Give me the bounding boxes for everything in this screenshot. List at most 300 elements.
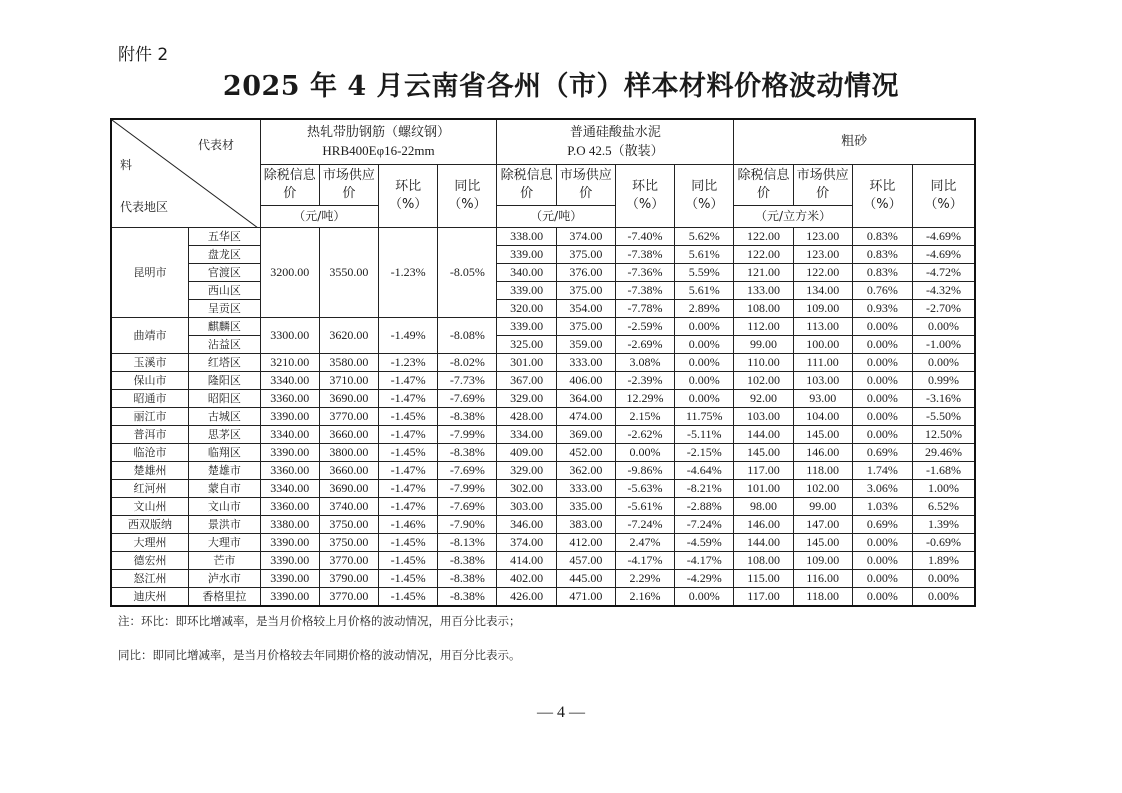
table-row xyxy=(111,336,975,354)
sand-yoy-cell: 1.39% xyxy=(913,516,975,534)
district-cell: 西山区 xyxy=(189,282,260,300)
cem-yoy-cell: -8.21% xyxy=(675,480,734,498)
rebar-market-cell: 3750.00 xyxy=(319,516,378,534)
sand-market-cell: 111.00 xyxy=(793,354,852,372)
cem-mom-cell: -2.62% xyxy=(615,426,674,444)
table-row xyxy=(111,300,975,318)
corner-region-label: 代表地区 xyxy=(120,200,169,214)
attachment-label: 附件 2 xyxy=(118,45,169,65)
rebar-market-cell: 3740.00 xyxy=(319,498,378,516)
city-cell: 大理州 xyxy=(111,534,189,552)
district-cell: 五华区 xyxy=(189,228,260,246)
rebar-mom-cell: -1.47% xyxy=(379,426,438,444)
table-row xyxy=(111,318,975,336)
table-row xyxy=(111,534,975,552)
sand-yoy-cell: 0.00% xyxy=(913,354,975,372)
cem-market-cell: 474.00 xyxy=(556,408,615,426)
cem-mom-cell: 12.29% xyxy=(615,390,674,408)
district-cell: 隆阳区 xyxy=(189,372,260,390)
rebar-yoy-cell: -7.99% xyxy=(438,480,497,498)
cem-mom-cell: -5.61% xyxy=(615,498,674,516)
cem-market-cell: 375.00 xyxy=(556,318,615,336)
rebar-yoy-header xyxy=(438,165,497,228)
sand-yoy-cell: -3.16% xyxy=(913,390,975,408)
rebar-tax-cell: 3340.00 xyxy=(260,480,319,498)
cem-market-cell: 375.00 xyxy=(556,246,615,264)
sand-yoy-cell: 1.00% xyxy=(913,480,975,498)
district-cell: 景洪市 xyxy=(189,516,260,534)
sand-mom-cell: 0.00% xyxy=(852,570,912,588)
cem-mom-cell: -7.40% xyxy=(615,228,674,246)
sand-tax-cell: 92.00 xyxy=(734,390,793,408)
cem-tax-cell: 339.00 xyxy=(497,246,556,264)
cem-market-cell: 376.00 xyxy=(556,264,615,282)
cem-tax-cell: 414.00 xyxy=(497,552,556,570)
rebar-market-cell: 3710.00 xyxy=(319,372,378,390)
table-row xyxy=(111,588,975,607)
sand-yoy-cell: -4.69% xyxy=(913,228,975,246)
rebar-market-cell: 3660.00 xyxy=(319,426,378,444)
sand-unit: （元/立方米） xyxy=(734,206,852,228)
table-row xyxy=(111,516,975,534)
cement-unit: （元/吨） xyxy=(497,206,615,228)
rebar-market-cell: 3580.00 xyxy=(319,354,378,372)
rebar-tax-cell: 3390.00 xyxy=(260,570,319,588)
table-row xyxy=(111,444,975,462)
sand-yoy-cell: -1.00% xyxy=(913,336,975,354)
rebar-market-cell: 3770.00 xyxy=(319,408,378,426)
cem-market-cell: 333.00 xyxy=(556,480,615,498)
district-cell: 蒙自市 xyxy=(189,480,260,498)
district-cell: 麒麟区 xyxy=(189,318,260,336)
rebar-tax-cell: 3390.00 xyxy=(260,408,319,426)
city-cell: 玉溪市 xyxy=(111,354,189,372)
sand-tax-cell: 115.00 xyxy=(734,570,793,588)
cem-yoy-cell: 0.00% xyxy=(675,390,734,408)
rebar-market-header: 市场供应价 xyxy=(319,165,378,206)
cem-yoy-cell: 11.75% xyxy=(675,408,734,426)
table-row xyxy=(111,462,975,480)
cem-yoy-cell: 0.00% xyxy=(675,354,734,372)
cem-yoy-cell: -4.59% xyxy=(675,534,734,552)
rebar-market-cell: 3790.00 xyxy=(319,570,378,588)
table-row xyxy=(111,282,975,300)
corner-material-label-2: 料 xyxy=(120,158,133,172)
cem-market-cell: 333.00 xyxy=(556,354,615,372)
city-cell: 西双版纳 xyxy=(111,516,189,534)
cem-tax-cell: 346.00 xyxy=(497,516,556,534)
sand-market-cell: 113.00 xyxy=(793,318,852,336)
sand-mom-cell: 0.00% xyxy=(852,372,912,390)
sand-yoy-pct: （%） xyxy=(924,197,963,212)
sand-tax-cell: 108.00 xyxy=(734,552,793,570)
sand-mom-cell: 0.93% xyxy=(852,300,912,318)
page-number: — 4 — xyxy=(537,704,585,721)
sand-mom-label: 环比 xyxy=(869,179,896,194)
sand-tax-cell: 145.00 xyxy=(734,444,793,462)
city-cell: 保山市 xyxy=(111,372,189,390)
sand-market-cell: 102.00 xyxy=(793,480,852,498)
sand-tax-cell: 98.00 xyxy=(734,498,793,516)
rebar-tax-cell: 3360.00 xyxy=(260,462,319,480)
cem-tax-cell: 320.00 xyxy=(497,300,556,318)
cem-mom-cell: -7.78% xyxy=(615,300,674,318)
rebar-spec: HRB400Eφ16-22mm xyxy=(322,143,435,158)
district-cell: 官渡区 xyxy=(189,264,260,282)
cem-mom-cell: -5.63% xyxy=(615,480,674,498)
cem-market-cell: 354.00 xyxy=(556,300,615,318)
city-cell: 昭通市 xyxy=(111,390,189,408)
rebar-yoy-cell: -7.99% xyxy=(438,426,497,444)
sand-market-cell: 100.00 xyxy=(793,336,852,354)
note-yoy: 同比：即同比增减率，是当月价格较去年同期价格的波动情况，用百分比表示。 xyxy=(118,648,521,662)
sand-yoy-cell: -4.32% xyxy=(913,282,975,300)
sand-tax-cell: 117.00 xyxy=(734,462,793,480)
city-cell: 迪庆州 xyxy=(111,588,189,607)
corner-material-label: 代表材 xyxy=(198,138,235,152)
rebar-market-cell: 3620.00 xyxy=(319,318,378,354)
rebar-mom-cell: -1.45% xyxy=(379,444,438,462)
sand-market-cell: 99.00 xyxy=(793,498,852,516)
rebar-header xyxy=(260,119,497,165)
cem-mom-cell: 0.00% xyxy=(615,444,674,462)
sand-mom-cell: 0.00% xyxy=(852,354,912,372)
sand-mom-cell: 0.69% xyxy=(852,516,912,534)
cem-yoy-cell: 5.59% xyxy=(675,264,734,282)
district-cell: 临翔区 xyxy=(189,444,260,462)
sand-yoy-cell: -5.50% xyxy=(913,408,975,426)
rebar-yoy-cell: -8.13% xyxy=(438,534,497,552)
rebar-mom-cell: -1.45% xyxy=(379,534,438,552)
sand-market-cell: 118.00 xyxy=(793,462,852,480)
sand-market-cell: 147.00 xyxy=(793,516,852,534)
sand-market-cell: 145.00 xyxy=(793,426,852,444)
rebar-mom-cell: -1.45% xyxy=(379,588,438,607)
district-cell: 文山市 xyxy=(189,498,260,516)
rebar-yoy-cell: -7.69% xyxy=(438,462,497,480)
rebar-yoy-cell: -8.38% xyxy=(438,588,497,607)
rebar-mom-cell: -1.47% xyxy=(379,498,438,516)
cem-tax-cell: 428.00 xyxy=(497,408,556,426)
rebar-yoy-pct: （%） xyxy=(448,197,487,212)
table-row xyxy=(111,480,975,498)
sand-mom-cell: 3.06% xyxy=(852,480,912,498)
rebar-tax-cell: 3340.00 xyxy=(260,426,319,444)
sand-market-cell: 118.00 xyxy=(793,588,852,607)
rebar-yoy-cell: -8.38% xyxy=(438,408,497,426)
cem-tax-cell: 402.00 xyxy=(497,570,556,588)
cem-yoy-cell: -2.88% xyxy=(675,498,734,516)
district-cell: 古城区 xyxy=(189,408,260,426)
cem-mom-cell: 3.08% xyxy=(615,354,674,372)
cem-mom-cell: -7.38% xyxy=(615,246,674,264)
cem-mom-cell: 2.29% xyxy=(615,570,674,588)
rebar-yoy-cell: -7.90% xyxy=(438,516,497,534)
sand-market-cell: 123.00 xyxy=(793,246,852,264)
cem-mom-cell: -7.24% xyxy=(615,516,674,534)
district-cell: 呈贡区 xyxy=(189,300,260,318)
cement-market-header: 市场供应价 xyxy=(556,165,615,206)
sand-tax-header: 除税信息价 xyxy=(734,165,793,206)
rebar-mom-cell: -1.49% xyxy=(379,318,438,354)
cem-mom-cell: -7.36% xyxy=(615,264,674,282)
cem-yoy-cell: 0.00% xyxy=(675,318,734,336)
sand-mom-cell: 0.76% xyxy=(852,282,912,300)
rebar-yoy-cell: -8.38% xyxy=(438,444,497,462)
sand-yoy-cell: 0.00% xyxy=(913,570,975,588)
city-cell: 楚雄州 xyxy=(111,462,189,480)
sand-tax-cell: 117.00 xyxy=(734,588,793,607)
rebar-yoy-cell: -8.38% xyxy=(438,552,497,570)
rebar-mom-label: 环比 xyxy=(395,179,422,194)
district-cell: 香格里拉 xyxy=(189,588,260,607)
cem-yoy-cell: 2.89% xyxy=(675,300,734,318)
cem-yoy-cell: 5.61% xyxy=(675,282,734,300)
cem-tax-cell: 340.00 xyxy=(497,264,556,282)
sand-market-cell: 122.00 xyxy=(793,264,852,282)
cem-market-cell: 364.00 xyxy=(556,390,615,408)
city-cell: 怒江州 xyxy=(111,570,189,588)
cem-tax-cell: 339.00 xyxy=(497,318,556,336)
sand-yoy-cell: -4.69% xyxy=(913,246,975,264)
rebar-mom-cell: -1.45% xyxy=(379,570,438,588)
cem-yoy-cell: -5.11% xyxy=(675,426,734,444)
cem-market-cell: 362.00 xyxy=(556,462,615,480)
header-corner xyxy=(111,119,260,228)
cem-market-cell: 383.00 xyxy=(556,516,615,534)
district-cell: 大理市 xyxy=(189,534,260,552)
rebar-yoy-cell: -8.38% xyxy=(438,570,497,588)
rebar-tax-cell: 3390.00 xyxy=(260,534,319,552)
cem-tax-cell: 367.00 xyxy=(497,372,556,390)
sand-tax-cell: 122.00 xyxy=(734,246,793,264)
district-cell: 楚雄市 xyxy=(189,462,260,480)
rebar-yoy-label: 同比 xyxy=(454,179,481,194)
cem-yoy-cell: -4.29% xyxy=(675,570,734,588)
cem-tax-cell: 334.00 xyxy=(497,426,556,444)
rebar-tax-cell: 3390.00 xyxy=(260,588,319,607)
sand-market-cell: 93.00 xyxy=(793,390,852,408)
district-cell: 泸水市 xyxy=(189,570,260,588)
district-cell: 红塔区 xyxy=(189,354,260,372)
table-row xyxy=(111,246,975,264)
sand-tax-cell: 146.00 xyxy=(734,516,793,534)
rebar-mom-header xyxy=(379,165,438,228)
sand-yoy-cell: -0.69% xyxy=(913,534,975,552)
city-cell: 文山州 xyxy=(111,498,189,516)
city-cell: 德宏州 xyxy=(111,552,189,570)
sand-mom-cell: 0.00% xyxy=(852,408,912,426)
sand-tax-cell: 133.00 xyxy=(734,282,793,300)
cem-mom-cell: -2.39% xyxy=(615,372,674,390)
sand-tax-cell: 102.00 xyxy=(734,372,793,390)
table-row xyxy=(111,552,975,570)
rebar-tax-cell: 3300.00 xyxy=(260,318,319,354)
cem-yoy-cell: 5.61% xyxy=(675,246,734,264)
sand-mom-cell: 0.00% xyxy=(852,336,912,354)
sand-name: 粗砂 xyxy=(841,134,868,149)
rebar-mom-cell: -1.45% xyxy=(379,552,438,570)
sand-mom-cell: 1.03% xyxy=(852,498,912,516)
price-table xyxy=(110,118,976,607)
table-row xyxy=(111,390,975,408)
cem-tax-cell: 339.00 xyxy=(497,282,556,300)
sand-yoy-cell: 29.46% xyxy=(913,444,975,462)
sand-market-cell: 109.00 xyxy=(793,552,852,570)
rebar-mom-cell: -1.47% xyxy=(379,462,438,480)
sand-market-cell: 134.00 xyxy=(793,282,852,300)
cem-yoy-cell: 5.62% xyxy=(675,228,734,246)
rebar-yoy-cell: -8.08% xyxy=(438,318,497,354)
cem-market-cell: 406.00 xyxy=(556,372,615,390)
rebar-mom-cell: -1.46% xyxy=(379,516,438,534)
cem-tax-cell: 325.00 xyxy=(497,336,556,354)
sand-mom-cell: 0.00% xyxy=(852,534,912,552)
cement-header xyxy=(497,119,734,165)
rebar-yoy-cell: -8.05% xyxy=(438,228,497,318)
cem-mom-cell: 2.47% xyxy=(615,534,674,552)
sand-tax-cell: 101.00 xyxy=(734,480,793,498)
district-cell: 盘龙区 xyxy=(189,246,260,264)
sand-market-cell: 103.00 xyxy=(793,372,852,390)
table-row xyxy=(111,408,975,426)
city-cell: 丽江市 xyxy=(111,408,189,426)
cem-mom-cell: -2.69% xyxy=(615,336,674,354)
rebar-tax-cell: 3210.00 xyxy=(260,354,319,372)
table-row xyxy=(111,264,975,282)
sand-mom-cell: 0.83% xyxy=(852,228,912,246)
rebar-mom-cell: -1.47% xyxy=(379,480,438,498)
cem-tax-cell: 329.00 xyxy=(497,462,556,480)
cem-market-cell: 359.00 xyxy=(556,336,615,354)
cem-yoy-cell: 0.00% xyxy=(675,372,734,390)
rebar-yoy-cell: -7.73% xyxy=(438,372,497,390)
sand-mom-cell: 0.00% xyxy=(852,588,912,607)
sand-market-cell: 146.00 xyxy=(793,444,852,462)
cem-market-cell: 412.00 xyxy=(556,534,615,552)
rebar-name: 热轧带肋钢筋（螺纹钢） xyxy=(307,125,451,140)
rebar-yoy-cell: -8.02% xyxy=(438,354,497,372)
sand-mom-cell: 0.00% xyxy=(852,426,912,444)
cement-spec: P.O 42.5（散装） xyxy=(567,143,664,158)
rebar-market-cell: 3690.00 xyxy=(319,390,378,408)
cement-yoy-header xyxy=(675,165,734,228)
sand-market-cell: 109.00 xyxy=(793,300,852,318)
rebar-mom-cell: -1.23% xyxy=(379,354,438,372)
sand-mom-cell: 0.00% xyxy=(852,390,912,408)
sand-tax-cell: 121.00 xyxy=(734,264,793,282)
sand-yoy-cell: 1.89% xyxy=(913,552,975,570)
sand-tax-cell: 110.00 xyxy=(734,354,793,372)
cement-yoy-label: 同比 xyxy=(691,179,718,194)
rebar-tax-cell: 3390.00 xyxy=(260,552,319,570)
cement-yoy-pct: （%） xyxy=(685,197,724,212)
sand-tax-cell: 112.00 xyxy=(734,318,793,336)
cem-mom-cell: 2.15% xyxy=(615,408,674,426)
rebar-mom-cell: -1.45% xyxy=(379,408,438,426)
rebar-tax-cell: 3340.00 xyxy=(260,372,319,390)
cem-tax-cell: 426.00 xyxy=(497,588,556,607)
rebar-unit: （元/吨） xyxy=(260,206,378,228)
sand-market-cell: 116.00 xyxy=(793,570,852,588)
rebar-tax-cell: 3360.00 xyxy=(260,390,319,408)
rebar-market-cell: 3770.00 xyxy=(319,552,378,570)
rebar-market-cell: 3800.00 xyxy=(319,444,378,462)
cement-mom-pct: （%） xyxy=(625,197,665,212)
rebar-tax-header: 除税信息价 xyxy=(260,165,319,206)
rebar-mom-cell: -1.23% xyxy=(379,228,438,318)
cem-mom-cell: -9.86% xyxy=(615,462,674,480)
cem-yoy-cell: -4.17% xyxy=(675,552,734,570)
sand-mom-header xyxy=(852,165,912,228)
sand-mom-cell: 0.00% xyxy=(852,318,912,336)
sand-yoy-cell: 12.50% xyxy=(913,426,975,444)
sand-tax-cell: 144.00 xyxy=(734,534,793,552)
rebar-market-cell: 3550.00 xyxy=(319,228,378,318)
sand-tax-cell: 99.00 xyxy=(734,336,793,354)
sand-tax-cell: 103.00 xyxy=(734,408,793,426)
rebar-tax-cell: 3360.00 xyxy=(260,498,319,516)
district-cell: 沾益区 xyxy=(189,336,260,354)
cement-name: 普通硅酸盐水泥 xyxy=(569,125,661,140)
cem-market-cell: 452.00 xyxy=(556,444,615,462)
table-row xyxy=(111,372,975,390)
cement-tax-header: 除税信息价 xyxy=(497,165,556,206)
rebar-market-cell: 3660.00 xyxy=(319,462,378,480)
cem-yoy-cell: 0.00% xyxy=(675,336,734,354)
sand-yoy-cell: 0.99% xyxy=(913,372,975,390)
cem-yoy-cell: -7.24% xyxy=(675,516,734,534)
page-title: 2025 年 4 月云南省各州（市）样本材料价格波动情况 xyxy=(222,71,900,102)
city-cell: 曲靖市 xyxy=(111,318,189,354)
note-mom: 注：环比：即环比增减率，是当月价格较上月价格的波动情况，用百分比表示； xyxy=(118,614,521,628)
cem-tax-cell: 301.00 xyxy=(497,354,556,372)
table-row xyxy=(111,228,975,246)
sand-mom-cell: 0.83% xyxy=(852,264,912,282)
sand-yoy-cell: -4.72% xyxy=(913,264,975,282)
cem-yoy-cell: -2.15% xyxy=(675,444,734,462)
sand-market-cell: 123.00 xyxy=(793,228,852,246)
cem-tax-cell: 338.00 xyxy=(497,228,556,246)
sand-mom-cell: 0.83% xyxy=(852,246,912,264)
rebar-mom-cell: -1.47% xyxy=(379,372,438,390)
cem-market-cell: 369.00 xyxy=(556,426,615,444)
rebar-tax-cell: 3200.00 xyxy=(260,228,319,318)
cem-mom-cell: -4.17% xyxy=(615,552,674,570)
rebar-yoy-cell: -7.69% xyxy=(438,498,497,516)
sand-mom-cell: 1.74% xyxy=(852,462,912,480)
sand-yoy-cell: 0.00% xyxy=(913,588,975,607)
cem-tax-cell: 329.00 xyxy=(497,390,556,408)
city-cell: 普洱市 xyxy=(111,426,189,444)
cem-market-cell: 375.00 xyxy=(556,282,615,300)
rebar-mom-pct: （%） xyxy=(388,197,428,212)
cem-mom-cell: -2.59% xyxy=(615,318,674,336)
rebar-yoy-cell: -7.69% xyxy=(438,390,497,408)
table-row xyxy=(111,498,975,516)
sand-tax-cell: 108.00 xyxy=(734,300,793,318)
cem-yoy-cell: 0.00% xyxy=(675,588,734,607)
sand-header xyxy=(734,119,975,165)
rebar-market-cell: 3770.00 xyxy=(319,588,378,607)
cem-tax-cell: 374.00 xyxy=(497,534,556,552)
sand-yoy-cell: -2.70% xyxy=(913,300,975,318)
cement-mom-label: 环比 xyxy=(632,179,659,194)
cem-market-cell: 335.00 xyxy=(556,498,615,516)
sand-yoy-cell: 0.00% xyxy=(913,318,975,336)
sand-mom-cell: 0.69% xyxy=(852,444,912,462)
rebar-tax-cell: 3380.00 xyxy=(260,516,319,534)
